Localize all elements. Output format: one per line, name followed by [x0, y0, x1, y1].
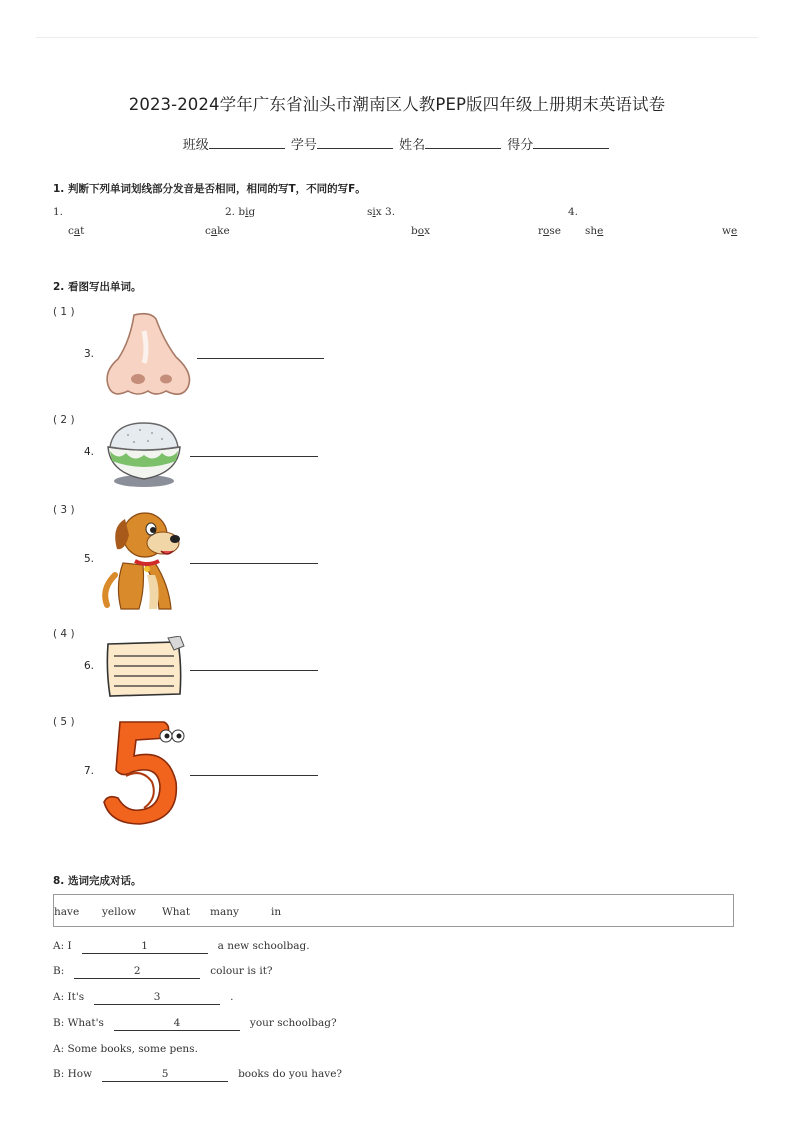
page-title: 2023-2024学年广东省汕头市潮南区人教PEP版四年级上册期末英语试卷 — [128, 95, 666, 114]
q1-label-4: 4. — [568, 206, 579, 218]
question-2-heading: 2. 看图写出单词。 — [53, 281, 142, 293]
word-bank-item: yellow — [102, 906, 137, 918]
question-1-heading: 1. 判断下列单词划线部分发音是否相同，相同的写T，不同的写F。 — [53, 183, 366, 195]
score-field[interactable] — [533, 134, 609, 149]
q1-label-1: 1. — [53, 206, 64, 218]
q2-num-4: 4. — [84, 446, 95, 458]
name-label: 姓名 — [399, 138, 426, 153]
word-bank-item: many — [210, 906, 239, 918]
dialog-line: B: 2 colour is it? — [53, 965, 273, 977]
score-label: 得分 — [507, 138, 534, 153]
q1-word-cat: cat — [68, 225, 85, 237]
name-field[interactable] — [425, 134, 501, 149]
question-8-heading: 8. 选词完成对话。 — [53, 875, 142, 887]
q1-word-big: 2. big — [225, 206, 256, 218]
q1-word-we: we — [722, 225, 738, 237]
dialog-line: B: How 5 books do you have? — [53, 1068, 343, 1080]
dialog-blank-3[interactable]: 3 — [94, 992, 220, 1005]
dialog-blank-2[interactable]: 2 — [74, 966, 200, 979]
dialog-line: A: Some books, some pens. — [53, 1043, 198, 1055]
q2-answer-line-5[interactable] — [190, 563, 318, 564]
dialog-blank-1[interactable]: 1 — [82, 941, 208, 954]
note-icon — [104, 636, 186, 700]
q2-num-5: 5. — [84, 553, 95, 565]
q1-word-six: six 3. — [367, 206, 396, 218]
q1-word-she: she — [585, 225, 604, 237]
id-field[interactable] — [317, 134, 393, 149]
rice-bowl-icon — [104, 417, 184, 489]
dialog-line: A: It's 3 . — [53, 991, 234, 1003]
q2-sub-1: ( 1 ) — [53, 306, 75, 318]
dog-icon — [101, 505, 185, 615]
q2-sub-2: ( 2 ) — [53, 414, 75, 426]
q1-word-box: box — [411, 225, 430, 237]
word-bank-item: What — [162, 906, 191, 918]
q1-word-cake: cake — [205, 225, 230, 237]
nose-icon — [104, 311, 194, 399]
dialog-blank-5[interactable]: 5 — [102, 1069, 228, 1082]
q2-answer-line-7[interactable] — [190, 775, 318, 776]
q2-sub-3: ( 3 ) — [53, 504, 75, 516]
q2-num-6: 6. — [84, 660, 95, 672]
dialog-line: B: What's 4 your schoolbag? — [53, 1017, 337, 1029]
q2-num-3: 3. — [84, 348, 95, 360]
top-rule — [36, 37, 758, 38]
student-info-row — [0, 134, 794, 153]
q2-num-7: 7. — [84, 765, 95, 777]
class-field[interactable] — [209, 134, 285, 149]
q2-answer-line-6[interactable] — [190, 670, 318, 671]
q1-word-rose: rose — [538, 225, 561, 237]
dialog-line: A: I 1 a new schoolbag. — [53, 940, 310, 952]
q2-answer-line-3[interactable] — [197, 358, 324, 359]
q2-answer-line-4[interactable] — [190, 456, 318, 457]
class-label: 班级 — [182, 138, 209, 153]
dialog-blank-4[interactable]: 4 — [114, 1018, 240, 1031]
q2-sub-4: ( 4 ) — [53, 628, 75, 640]
id-label: 学号 — [290, 138, 317, 153]
word-bank — [53, 894, 734, 927]
number-five-icon — [102, 716, 188, 828]
word-bank-item: in — [271, 906, 282, 918]
q2-sub-5: ( 5 ) — [53, 716, 75, 728]
word-bank-item: have — [54, 906, 80, 918]
